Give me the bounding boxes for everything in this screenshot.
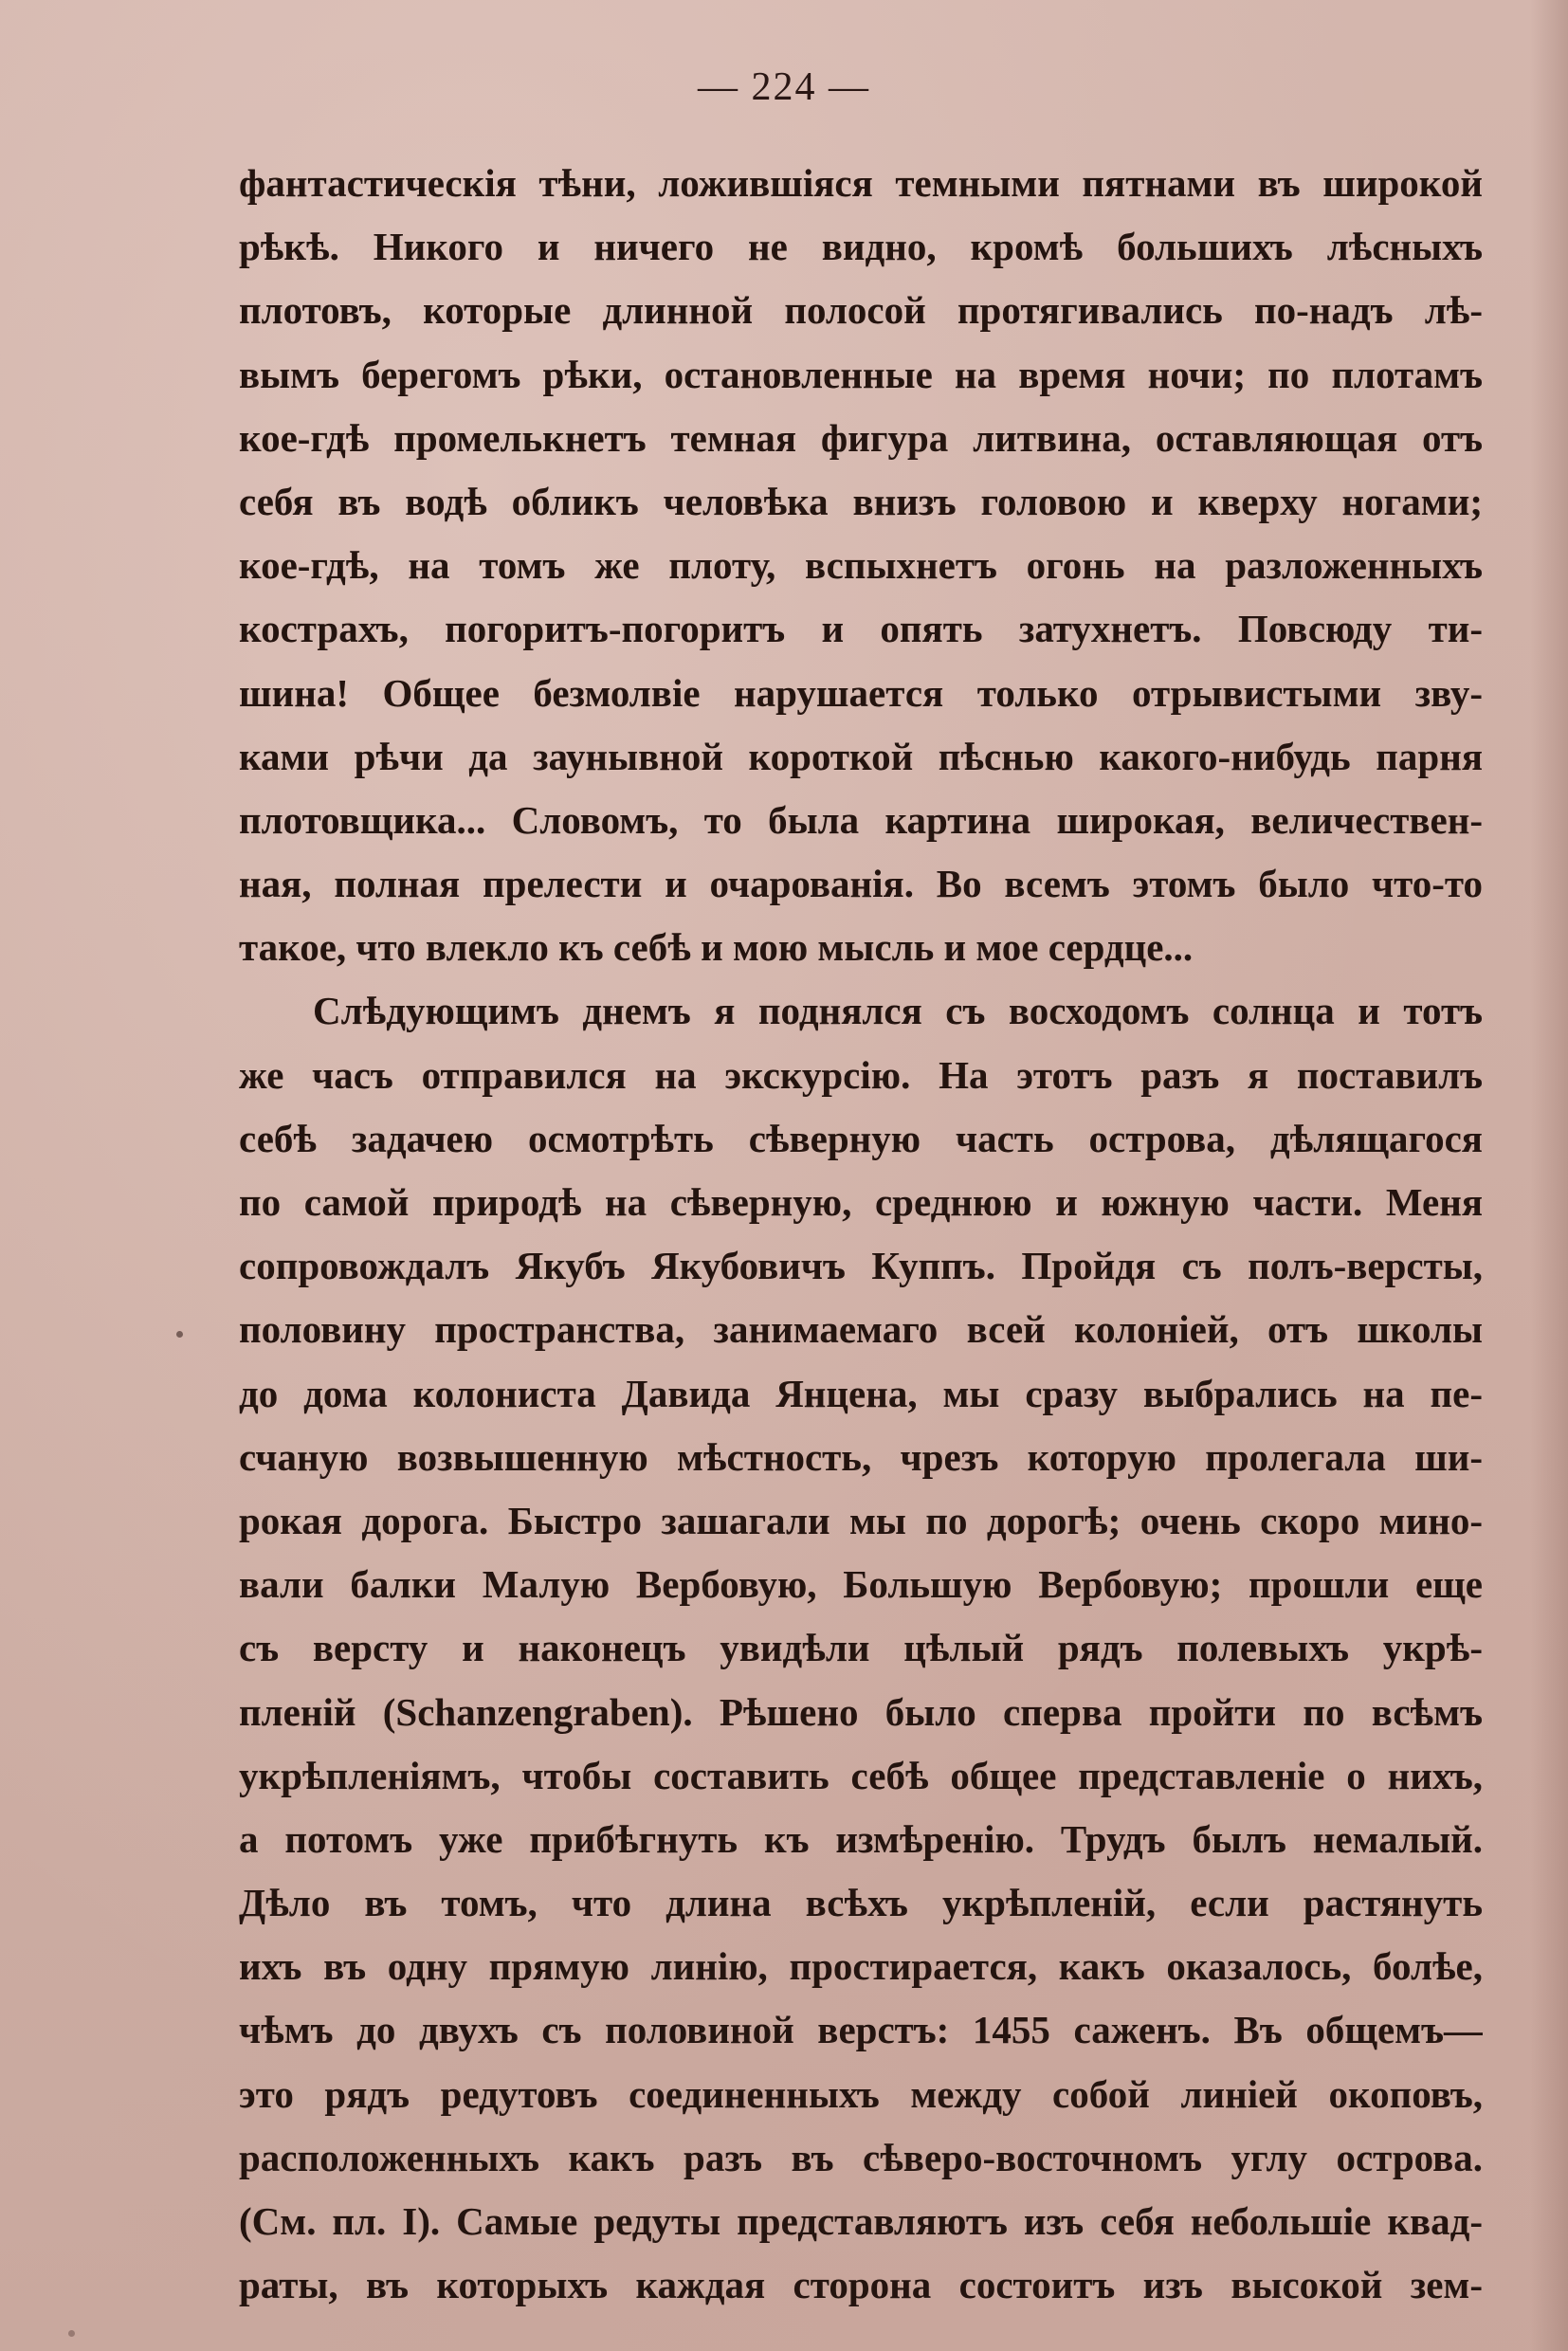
paragraph-start-line: Слѣдующимъ днемъ я поднялся съ восходомъ солнца и тотъ [313,989,1483,1033]
text-line: это рядъ редутовъ соединенныхъ между собой линіей окоповъ, [239,2071,1483,2116]
paper-speck [68,2330,75,2337]
text-line: плотовщика... Словомъ, то была картина широкая, величествен- [239,797,1483,842]
text-line: до дома колониста Давида Янцена, мы сразу выбрались на пе- [239,1371,1483,1415]
text-line: же часъ отправился на экскурсію. На этотъ разъ я поставилъ [239,1052,1483,1097]
text-line: раты, въ которыхъ каждая сторона состоитъ изъ высокой зем- [239,2263,1483,2307]
text-line: рѣкѣ. Никого и ничего не видно, кромѣ большихъ лѣсныхъ [239,225,1483,269]
text-line: себѣ задачею осмотрѣть сѣверную часть острова, дѣлящагося [239,1116,1483,1160]
text-line: плотовъ, которые длинной полосой протягивались по-надъ лѣ- [239,288,1483,333]
text-line: сопровождалъ Якубъ Якубовичъ Куппъ. Пройдя съ полъ-версты, [239,1244,1483,1288]
body-text [239,152,1483,2317]
text-line: вымъ берегомъ рѣки, остановленные на время ночи; по плотамъ [239,352,1483,396]
text-line: рокая дорога. Быстро зашагали мы по дорогѣ; очень скоро мино- [239,1498,1483,1542]
text-line: такое, что влекло къ себѣ и мою мысль и мое сердце... [239,925,1194,970]
text-line: ная, полная прелести и очарованія. Во всемъ этомъ было что-то [239,862,1483,906]
paper-speck [176,1331,183,1338]
text-line: чѣмъ до двухъ съ половиной верстъ: 1455 саженъ. Въ общемъ— [239,2008,1483,2052]
text-line: съ версту и наконецъ увидѣли цѣлый рядъ полевыхъ укрѣ- [239,1626,1483,1670]
text-line: по самой природѣ на сѣверную, среднюю и южную части. Меня [239,1180,1483,1224]
text-line: (См. пл. I). Самые редуты представляютъ изъ себя небольшіе квад- [239,2199,1483,2243]
text-line: вали балки Малую Вербовую, Большую Вербовую; прошли еще [239,1562,1483,1607]
text-line: половину пространства, занимаемаго всей колоніей, отъ школы [239,1307,1483,1352]
text-line: шина! Общее безмолвіе нарушается только отрывистыми зву- [239,670,1483,715]
text-line: себя въ водѣ обликъ человѣка внизъ головою и кверху ногами; [239,479,1483,523]
page-edge-shadow [1530,0,1568,2351]
text-line: кострахъ, погоритъ-погоритъ и опять затухнетъ. Повсюду ти- [239,607,1483,651]
text-line: расположенныхъ какъ разъ въ сѣверо-восточномъ углу острова. [239,2135,1483,2179]
page-number: — 224 — [698,65,870,109]
text-line: фантастическія тѣни, ложившіяся темными пятнами въ широкой [239,161,1483,205]
text-line: укрѣпленіямъ, чтобы составить себѣ общее представленіе о нихъ, [239,1753,1483,1797]
text-line: пленій (Schanzengraben). Рѣшено было сперва пройти по всѣмъ [239,1689,1483,1734]
text-line: ками рѣчи да заунывной короткой пѣснью какого-нибудь парня [239,734,1483,778]
text-line: кое-гдѣ, на томъ же плоту, вспыхнетъ огонь на разложенныхъ [239,543,1483,588]
text-line: счаную возвышенную мѣстность, чрезъ которую пролегала ши- [239,1434,1483,1479]
text-line: кое-гдѣ промелькнетъ темная фигура литвина, оставляющая отъ [239,415,1483,460]
text-line: а потомъ уже прибѣгнуть къ измѣренію. Трудъ былъ немалый. [239,1816,1483,1861]
text-line: ихъ въ одну прямую линію, простирается, какъ оказалось, болѣе, [239,1944,1483,1989]
text-line: Дѣло въ томъ, что длина всѣхъ укрѣпленій, если растянуть [239,1881,1483,1925]
